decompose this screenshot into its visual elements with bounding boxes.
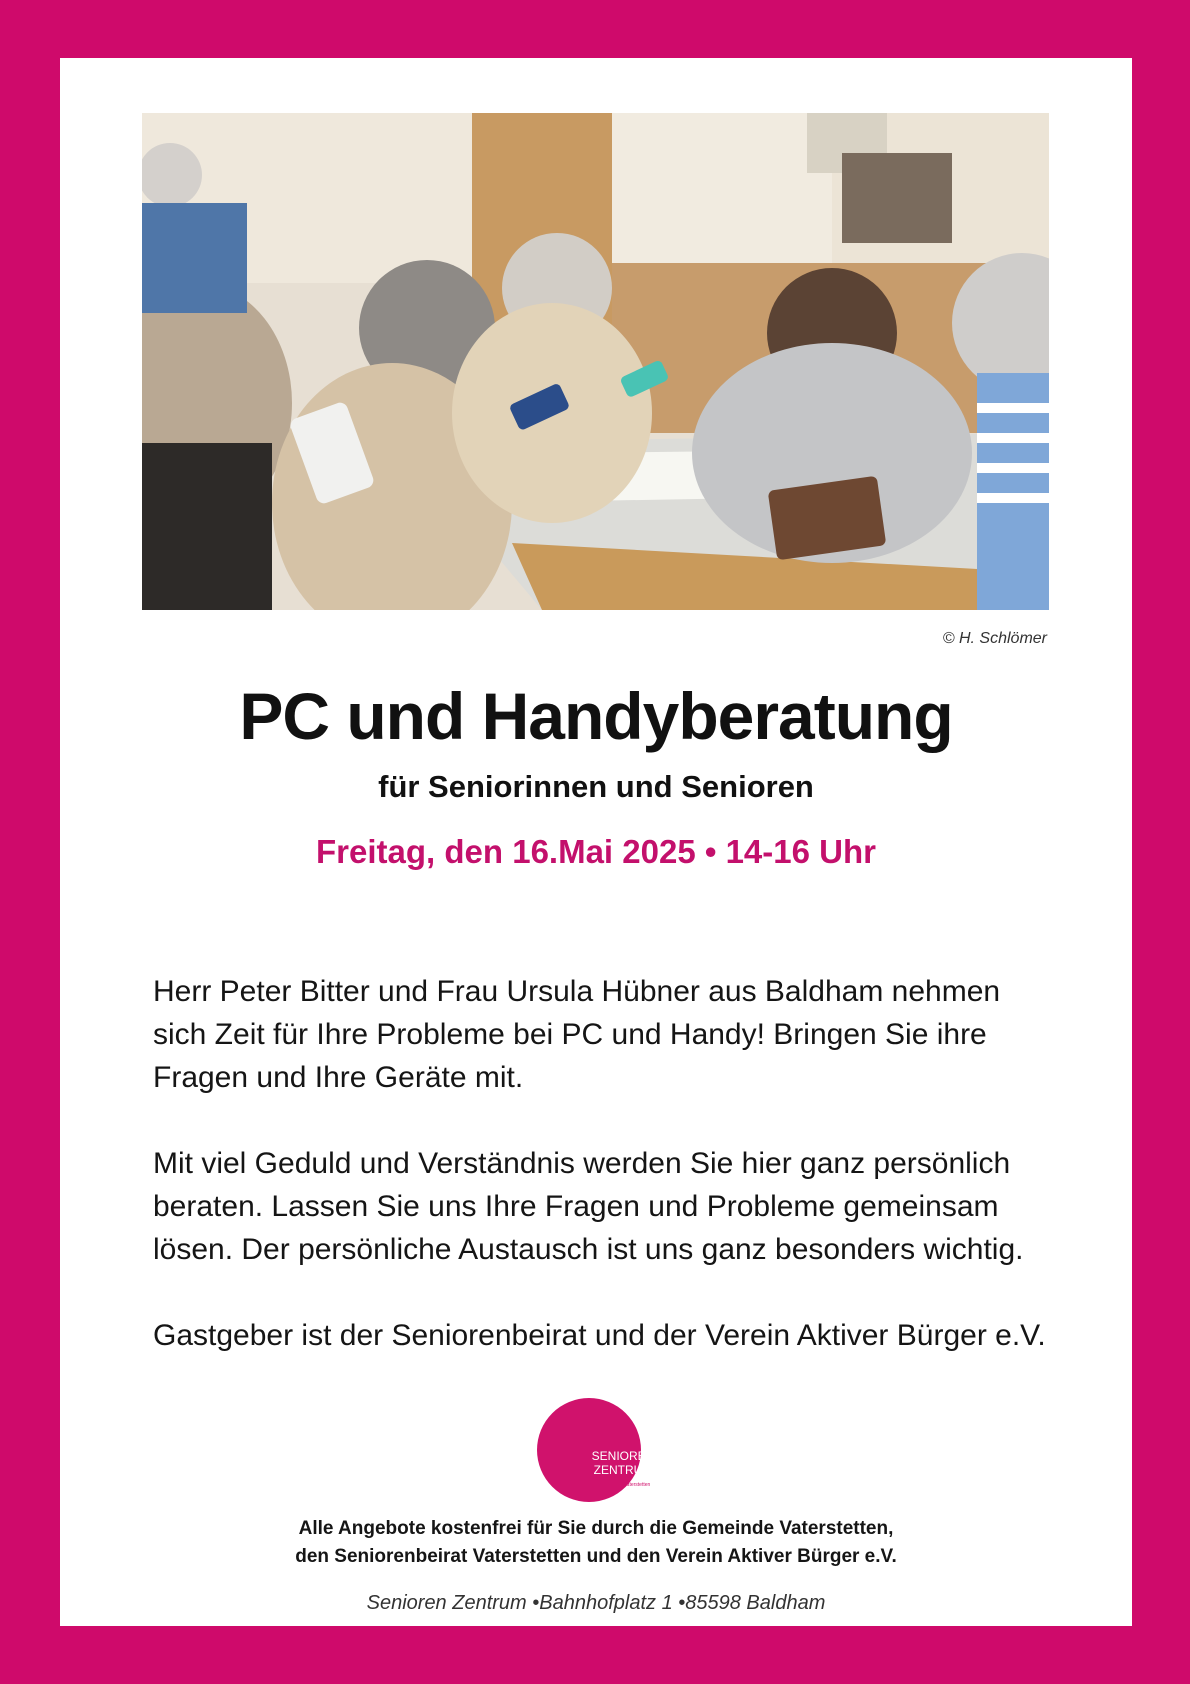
footer-note [60,1515,1132,1571]
logo-line2: ZENTRUM [593,1463,651,1477]
footer-note-line: den Seniorenbeirat Vaterstetten und den Verein Aktiver Bürger e.V. [295,1546,897,1567]
footer-address: Senioren Zentrum •Bahnhofplatz 1 •85598 Baldham [366,1592,826,1614]
senioren-zentrum-logo [537,1398,651,1512]
page-subtitle: für Seniorinnen und Senioren [378,769,814,804]
logo-line1: SENIOREN [591,1449,651,1463]
paragraph: Herr Peter Bitter und Frau Ursula Hübner aus Baldham nehmen sich Zeit für Ihre Probleme bei PC und Handy! Bringen Sie ihre Fragen und Ihre Geräte mit. [153,975,1001,1094]
photo-illustration [142,113,1049,610]
body-text [153,970,1053,1400]
event-date: Freitag, den 16.Mai 2025 • 14-16 Uhr [316,833,876,870]
logo-tagline: Vaterstetten [623,1482,651,1488]
photo-credit: © H. Schlömer [942,630,1047,647]
paragraph: Mit viel Geduld und Verständnis werden Sie hier ganz persönlich beraten. Lassen Sie uns Ihre Fragen und Probleme gemeinsam lösen. Der persönliche Austausch ist uns ganz besonders wichtig. [153,1147,1024,1266]
footer-note-line: Alle Angebote kostenfrei für Sie durch die Gemeinde Vaterstetten, [298,1518,894,1539]
flyer-sheet [60,58,1132,1626]
page-title: PC und Handyberatung [239,679,953,753]
photo-group-seniors-with-smartphones [142,113,1049,610]
paragraph: Gastgeber ist der Seniorenbeirat und der Verein Aktiver Bürger e.V. [153,1319,1046,1352]
